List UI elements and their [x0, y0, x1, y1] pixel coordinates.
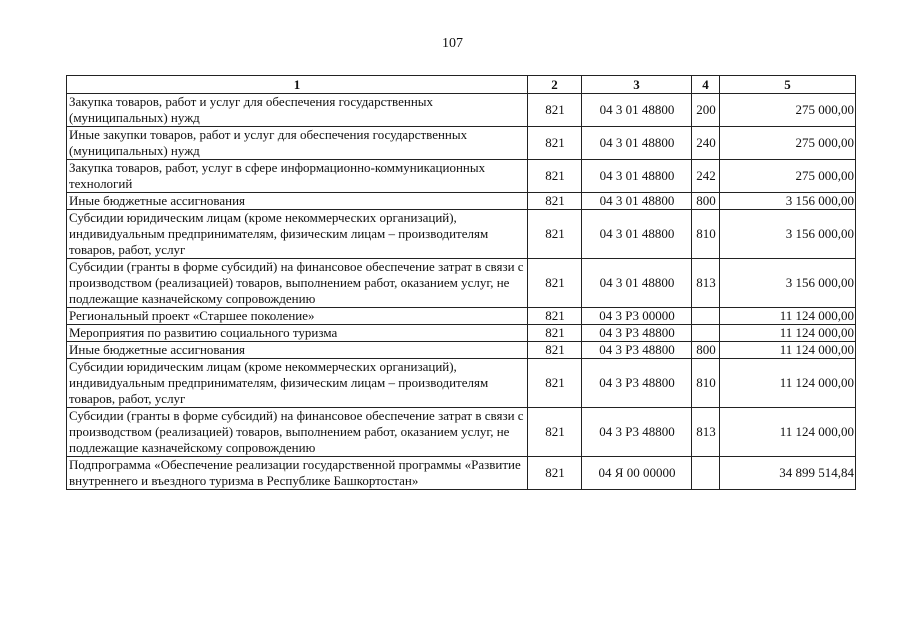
cell-name: Субсидии (гранты в форме субсидий) на финансовое обеспечение затрат в связи с производством (реализацией) товаров, выполнением работ, оказанием услуг, не подлежащие казначейскому сопровождению	[67, 259, 528, 308]
cell-expense-type: 813	[692, 259, 720, 308]
cell-amount: 11 124 000,00	[720, 342, 856, 359]
cell-code: 821	[528, 408, 582, 457]
cell-article: 04 Я 00 00000	[582, 457, 692, 490]
cell-name: Иные закупки товаров, работ и услуг для обеспечения государственных (муниципальных) нужд	[67, 127, 528, 160]
cell-code: 821	[528, 342, 582, 359]
cell-expense-type: 810	[692, 210, 720, 259]
cell-article: 04 3 01 48800	[582, 210, 692, 259]
column-header-3: 3	[582, 76, 692, 94]
table-row	[67, 325, 856, 342]
table-row	[67, 457, 856, 490]
cell-name: Субсидии юридическим лицам (кроме некоммерческих организаций), индивидуальным предпринимателям, физическим лицам – производителям товаров, работ, услуг	[67, 210, 528, 259]
cell-amount: 275 000,00	[720, 94, 856, 127]
page-number: 107	[442, 36, 463, 51]
budget-table	[66, 75, 856, 490]
cell-name: Закупка товаров, работ и услуг для обеспечения государственных (муниципальных) нужд	[67, 94, 528, 127]
cell-article: 04 3 01 48800	[582, 127, 692, 160]
cell-code: 821	[528, 210, 582, 259]
cell-expense-type	[692, 457, 720, 490]
column-header-1: 1	[67, 76, 528, 94]
cell-article: 04 3 01 48800	[582, 259, 692, 308]
table-row	[67, 259, 856, 308]
cell-article: 04 3 P3 48800	[582, 408, 692, 457]
cell-code: 821	[528, 325, 582, 342]
cell-amount: 3 156 000,00	[720, 193, 856, 210]
cell-amount: 275 000,00	[720, 160, 856, 193]
table-row	[67, 160, 856, 193]
cell-expense-type: 242	[692, 160, 720, 193]
table-body	[67, 94, 856, 490]
table-header	[67, 76, 856, 94]
cell-article: 04 3 01 48800	[582, 94, 692, 127]
cell-expense-type: 200	[692, 94, 720, 127]
cell-code: 821	[528, 94, 582, 127]
cell-amount: 11 124 000,00	[720, 359, 856, 408]
table-row	[67, 127, 856, 160]
cell-article: 04 3 01 48800	[582, 193, 692, 210]
cell-code: 821	[528, 457, 582, 490]
table-row	[67, 193, 856, 210]
column-header-5: 5	[720, 76, 856, 94]
cell-expense-type: 813	[692, 408, 720, 457]
cell-article: 04 3 01 48800	[582, 160, 692, 193]
cell-code: 821	[528, 160, 582, 193]
cell-expense-type: 800	[692, 193, 720, 210]
table-row	[67, 408, 856, 457]
cell-expense-type	[692, 308, 720, 325]
table-row	[67, 94, 856, 127]
cell-name: Иные бюджетные ассигнования	[67, 193, 528, 210]
cell-code: 821	[528, 308, 582, 325]
cell-article: 04 3 P3 48800	[582, 342, 692, 359]
cell-amount: 11 124 000,00	[720, 408, 856, 457]
table-row	[67, 210, 856, 259]
cell-expense-type	[692, 325, 720, 342]
cell-article: 04 3 P3 00000	[582, 308, 692, 325]
cell-name: Субсидии (гранты в форме субсидий) на финансовое обеспечение затрат в связи с производством (реализацией) товаров, выполнением работ, оказанием услуг, не подлежащие казначейскому сопровождению	[67, 408, 528, 457]
table-row	[67, 359, 856, 408]
table-row	[67, 308, 856, 325]
cell-expense-type: 810	[692, 359, 720, 408]
cell-name: Иные бюджетные ассигнования	[67, 342, 528, 359]
cell-amount: 3 156 000,00	[720, 259, 856, 308]
cell-expense-type: 800	[692, 342, 720, 359]
cell-name: Мероприятия по развитию социального туризма	[67, 325, 528, 342]
cell-code: 821	[528, 193, 582, 210]
cell-amount: 3 156 000,00	[720, 210, 856, 259]
cell-name: Субсидии юридическим лицам (кроме некоммерческих организаций), индивидуальным предпринимателям, физическим лицам – производителям товаров, работ, услуг	[67, 359, 528, 408]
cell-amount: 11 124 000,00	[720, 325, 856, 342]
table-row	[67, 342, 856, 359]
cell-amount: 34 899 514,84	[720, 457, 856, 490]
column-header-4: 4	[692, 76, 720, 94]
cell-code: 821	[528, 259, 582, 308]
cell-expense-type: 240	[692, 127, 720, 160]
cell-code: 821	[528, 359, 582, 408]
cell-amount: 275 000,00	[720, 127, 856, 160]
cell-article: 04 3 P3 48800	[582, 325, 692, 342]
cell-code: 821	[528, 127, 582, 160]
column-header-2: 2	[528, 76, 582, 94]
cell-article: 04 3 P3 48800	[582, 359, 692, 408]
cell-name: Закупка товаров, работ, услуг в сфере информационно-коммуникационных технологий	[67, 160, 528, 193]
header-row	[67, 76, 856, 94]
cell-name: Региональный проект «Старшее поколение»	[67, 308, 528, 325]
cell-amount: 11 124 000,00	[720, 308, 856, 325]
cell-name: Подпрограмма «Обеспечение реализации государственной программы «Развитие внутреннего и въездного туризма в Республике Башкортостан»	[67, 457, 528, 490]
